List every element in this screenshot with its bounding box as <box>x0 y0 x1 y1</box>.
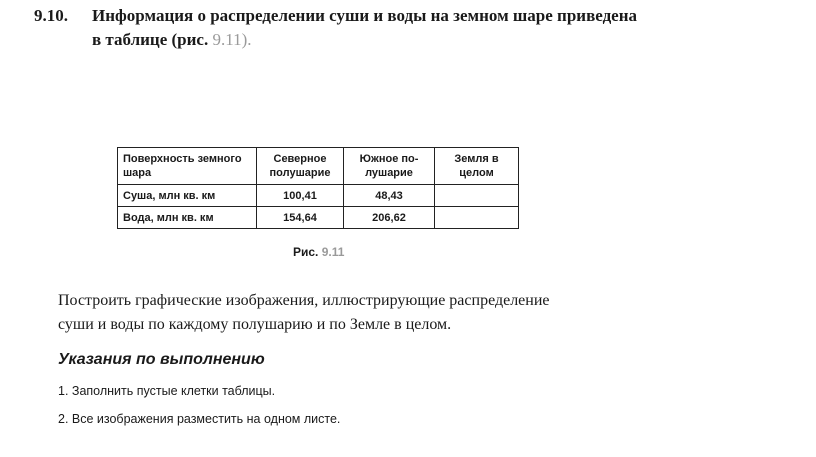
header-southern: Южное по-лушарие <box>344 148 435 185</box>
water-northern: 154,64 <box>257 207 344 229</box>
header-earth-total: Земля в целом <box>435 148 519 185</box>
table-row <box>118 207 519 229</box>
figure-reference: 9.11). <box>212 30 252 49</box>
row-label-land: Суша, млн кв. км <box>118 185 257 207</box>
land-water-table <box>117 147 519 229</box>
caption-prefix: Рис. <box>293 245 319 259</box>
problem-line-2: в таблице (рис. 9.11). <box>92 30 252 49</box>
water-southern: 206,62 <box>344 207 435 229</box>
instruction-item: 1. Заполнить пустые клетки таблицы. <box>58 384 276 398</box>
header-surface: Поверхность земного шара <box>118 148 257 185</box>
instructions-title: Указания по выполнению <box>58 351 265 368</box>
problem-line-1: Информация о распределении суши и воды на земном шаре приведена <box>92 6 638 25</box>
land-total-empty <box>435 185 519 207</box>
header-northern: Северное полушарие <box>257 148 344 185</box>
land-northern: 100,41 <box>257 185 344 207</box>
instruction-item: 2. Все изображения разместить на одном листе. <box>58 412 341 426</box>
problem-statement <box>34 4 734 52</box>
table-row <box>118 185 519 207</box>
task-text <box>58 289 718 337</box>
land-southern: 48,43 <box>344 185 435 207</box>
caption-number: 9.11 <box>321 245 345 259</box>
task-line-1: Построить графические изображения, иллюстрирующие распределение <box>58 292 550 309</box>
table-header-row <box>118 148 519 185</box>
row-label-water: Вода, млн кв. км <box>118 207 257 229</box>
figure-caption <box>293 245 344 259</box>
water-total-empty <box>435 207 519 229</box>
task-line-2: суши и воды по каждому полушарию и по Земле в целом. <box>58 316 452 333</box>
problem-number: 9.10. <box>34 6 68 25</box>
